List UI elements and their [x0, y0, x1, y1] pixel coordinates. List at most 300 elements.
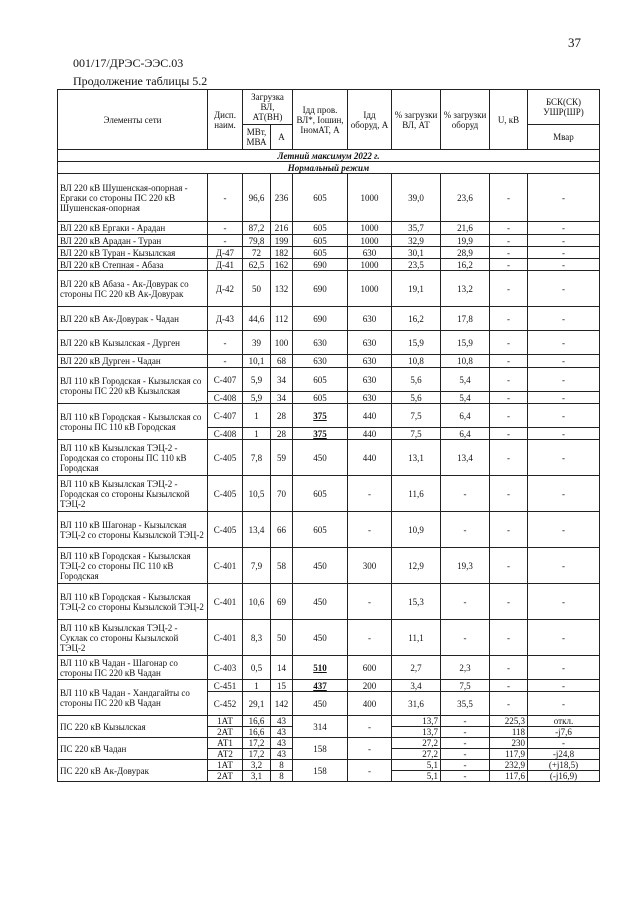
row-idd-obor: -	[348, 584, 392, 620]
row-element: ВЛ 110 кВ Городская - Кызылская ТЭЦ-2 со стороны Кызылской ТЭЦ-2	[58, 584, 208, 620]
row-pct-obor: -	[441, 476, 490, 512]
row-bsk: -	[528, 259, 600, 271]
row-pct-vl: 11,1	[392, 620, 441, 656]
row-bsk: -	[528, 174, 600, 222]
row-disp: Д-47	[208, 247, 243, 259]
table-row	[58, 222, 600, 235]
row-u: 118	[490, 727, 528, 738]
row-idd-obor: 300	[348, 548, 392, 584]
row-idd-obor: 200	[348, 680, 392, 692]
row-disp: -	[208, 222, 243, 235]
row-mw: 16,6	[243, 727, 271, 738]
row-u: -	[490, 620, 528, 656]
network-load-table	[57, 89, 600, 782]
row-u: 230	[490, 738, 528, 749]
row-mw: 79,8	[243, 235, 271, 247]
row-pct-vl: 5,6	[392, 392, 441, 404]
row-idd-prov: 605	[293, 368, 348, 392]
row-disp: С-401	[208, 548, 243, 584]
row-idd-prov: 630	[293, 331, 348, 355]
row-mw: 8,3	[243, 620, 271, 656]
row-pct-obor: -	[441, 771, 490, 782]
row-amps: 50	[271, 620, 293, 656]
row-amps: 28	[271, 428, 293, 440]
row-idd-prov: 375	[293, 428, 348, 440]
row-amps: 43	[271, 749, 293, 760]
row-pct-obor: 19,3	[441, 548, 490, 584]
row-pct-vl: 5,1	[392, 771, 441, 782]
row-pct-obor: -	[441, 620, 490, 656]
band-mode: Нормальный режим	[58, 162, 600, 174]
row-disp: -	[208, 235, 243, 247]
table-row	[58, 404, 600, 428]
row-disp: 2АТ	[208, 727, 243, 738]
row-u: 225,3	[490, 716, 528, 727]
table-row	[58, 271, 600, 307]
table-row	[58, 247, 600, 259]
row-idd-prov: 605	[293, 247, 348, 259]
row-idd-obor: 630	[348, 355, 392, 368]
row-u: 117,6	[490, 771, 528, 782]
row-amps: 69	[271, 584, 293, 620]
row-idd-prov: 314	[293, 716, 348, 738]
row-bsk: откл.	[528, 716, 600, 727]
row-disp: -	[208, 331, 243, 355]
row-pct-obor: 28,9	[441, 247, 490, 259]
row-bsk: -	[528, 331, 600, 355]
header-load: Загрузка ВЛ, АТ(ВН)	[243, 90, 293, 125]
row-element: ВЛ 110 кВ Кызылская ТЭЦ-2 - Городская со стороны ПС 110 кВ Городская	[58, 440, 208, 476]
row-idd-prov: 450	[293, 440, 348, 476]
row-bsk: -	[528, 512, 600, 548]
row-element: ВЛ 220 кВ Шушенская-опорная - Ергаки со стороны ПС 220 кВ Шушенская-опорная	[58, 174, 208, 222]
row-amps: 58	[271, 548, 293, 584]
table-row	[58, 331, 600, 355]
row-mw: 17,2	[243, 749, 271, 760]
table-row	[58, 174, 600, 222]
header-disp: Дисп. наим.	[208, 90, 243, 150]
header-a: А	[271, 125, 293, 150]
row-idd-prov: 690	[293, 259, 348, 271]
row-idd-obor: 1000	[348, 174, 392, 222]
row-u: -	[490, 247, 528, 259]
row-disp: С-407	[208, 404, 243, 428]
table-row	[58, 259, 600, 271]
row-idd-obor: -	[348, 512, 392, 548]
row-bsk: -	[528, 222, 600, 235]
row-pct-vl: 3,4	[392, 680, 441, 692]
substation-name: ПС 220 кВ Чадан	[58, 738, 208, 760]
row-bsk: -	[528, 271, 600, 307]
row-mw: 10,1	[243, 355, 271, 368]
row-amps: 43	[271, 738, 293, 749]
row-u: -	[490, 222, 528, 235]
row-amps: 100	[271, 331, 293, 355]
row-bsk: -j7,6	[528, 727, 600, 738]
row-mw: 44,6	[243, 307, 271, 331]
row-idd-prov: 630	[293, 355, 348, 368]
row-pct-vl: 15,9	[392, 331, 441, 355]
table-row	[58, 620, 600, 656]
header-idd-prov: Iдд пров. ВЛ*, Iошин, IномАТ, А	[293, 90, 348, 150]
row-pct-obor: 35,5	[441, 692, 490, 716]
row-pct-vl: 16,2	[392, 307, 441, 331]
row-idd-obor: 630	[348, 247, 392, 259]
row-amps: 8	[271, 771, 293, 782]
row-mw: 7,8	[243, 440, 271, 476]
row-idd-prov: 605	[293, 235, 348, 247]
band-season: Летний максимум 2022 г.	[58, 150, 600, 162]
row-disp: С-401	[208, 620, 243, 656]
row-u: -	[490, 174, 528, 222]
row-element: ВЛ 220 кВ Абаза - Ак-Довурак со стороны ПС 220 кВ Ак-Довурак	[58, 271, 208, 307]
row-u: -	[490, 368, 528, 392]
row-pct-obor: 21,6	[441, 222, 490, 235]
row-pct-vl: 13,1	[392, 440, 441, 476]
row-amps: 216	[271, 222, 293, 235]
substation-name: ПС 220 кВ Кызылская	[58, 716, 208, 738]
row-disp: С-405	[208, 512, 243, 548]
row-element: ВЛ 110 кВ Чадан - Шагонар со стороны ПС 220 кВ Чадан	[58, 656, 208, 680]
row-mw: 10,6	[243, 584, 271, 620]
row-disp: Д-43	[208, 307, 243, 331]
table-row	[58, 476, 600, 512]
row-idd-prov: 158	[293, 760, 348, 782]
row-mw: 3,1	[243, 771, 271, 782]
row-pct-vl: 32,9	[392, 235, 441, 247]
row-pct-obor: 10,8	[441, 355, 490, 368]
row-idd-obor: 440	[348, 404, 392, 428]
row-element: ВЛ 220 кВ Ак-Довурак - Чадан	[58, 307, 208, 331]
row-pct-vl: 12,9	[392, 548, 441, 584]
row-bsk: -	[528, 428, 600, 440]
table-row	[58, 440, 600, 476]
row-idd-prov: 605	[293, 392, 348, 404]
row-idd-obor: 440	[348, 428, 392, 440]
header-u: U, кВ	[490, 90, 528, 150]
row-pct-vl: 13,7	[392, 727, 441, 738]
header-elements: Элементы сети	[58, 90, 208, 150]
row-bsk: -	[528, 548, 600, 584]
substation-name: ПС 220 кВ Ак-Довурак	[58, 760, 208, 782]
row-amps: 112	[271, 307, 293, 331]
row-u: 232,9	[490, 760, 528, 771]
row-mw: 62,5	[243, 259, 271, 271]
row-idd-prov: 375	[293, 404, 348, 428]
row-u: -	[490, 680, 528, 692]
row-element: ВЛ 110 кВ Кызылская ТЭЦ-2 - Городская со стороны Кызылской ТЭЦ-2	[58, 476, 208, 512]
row-pct-vl: 39,0	[392, 174, 441, 222]
row-mw: 72	[243, 247, 271, 259]
row-bsk: -	[528, 440, 600, 476]
row-pct-obor: 16,2	[441, 259, 490, 271]
row-bsk: -	[528, 392, 600, 404]
table-row	[58, 716, 600, 727]
row-u: 117,9	[490, 749, 528, 760]
row-disp: 2АТ	[208, 771, 243, 782]
row-pct-vl: 31,6	[392, 692, 441, 716]
row-u: -	[490, 404, 528, 428]
row-mw: 13,4	[243, 512, 271, 548]
row-pct-obor: 15,9	[441, 331, 490, 355]
row-mw: 7,9	[243, 548, 271, 584]
row-disp: С-452	[208, 692, 243, 716]
table-row	[58, 235, 600, 247]
row-u: -	[490, 428, 528, 440]
row-bsk: -	[528, 368, 600, 392]
row-idd-obor: 1000	[348, 271, 392, 307]
row-idd-prov: 450	[293, 692, 348, 716]
row-idd-obor: 1000	[348, 235, 392, 247]
row-bsk: -	[528, 620, 600, 656]
row-amps: 8	[271, 760, 293, 771]
table-row	[58, 760, 600, 771]
table-row	[58, 738, 600, 749]
row-u: -	[490, 235, 528, 247]
row-pct-vl: 27,2	[392, 749, 441, 760]
row-mw: 1	[243, 428, 271, 440]
row-idd-prov: 158	[293, 738, 348, 760]
table-row	[58, 584, 600, 620]
row-u: -	[490, 271, 528, 307]
row-idd-prov: 690	[293, 271, 348, 307]
row-amps: 66	[271, 512, 293, 548]
row-amps: 43	[271, 727, 293, 738]
row-amps: 162	[271, 259, 293, 271]
row-amps: 68	[271, 355, 293, 368]
row-mw: 1	[243, 404, 271, 428]
row-mw: 39	[243, 331, 271, 355]
row-bsk: -	[528, 680, 600, 692]
row-element: ВЛ 110 кВ Чадан - Хандагайты со стороны ПС 220 кВ Чадан	[58, 680, 208, 716]
row-disp: -	[208, 174, 243, 222]
row-u: -	[490, 548, 528, 584]
row-element: ВЛ 220 кВ Ергаки - Арадан	[58, 222, 208, 235]
row-amps: 14	[271, 656, 293, 680]
row-disp: АТ2	[208, 749, 243, 760]
row-element: ВЛ 220 кВ Туран - Кызылская	[58, 247, 208, 259]
row-element: ВЛ 220 кВ Дурген - Чадан	[58, 355, 208, 368]
row-idd-prov: 437	[293, 680, 348, 692]
row-element: ВЛ 110 кВ Городская - Кызылская ТЭЦ-2 со стороны ПС 110 кВ Городская	[58, 548, 208, 584]
row-disp: С-407	[208, 368, 243, 392]
row-amps: 59	[271, 440, 293, 476]
row-amps: 34	[271, 392, 293, 404]
row-pct-obor: 5,4	[441, 368, 490, 392]
row-element: ВЛ 110 кВ Шагонар - Кызылская ТЭЦ-2 со стороны Кызылской ТЭЦ-2	[58, 512, 208, 548]
document-id: 001/17/ДРЭС-ЭЭС.03	[73, 56, 184, 70]
row-u: -	[490, 692, 528, 716]
row-u: -	[490, 584, 528, 620]
row-bsk: -	[528, 738, 600, 749]
row-idd-prov: 450	[293, 584, 348, 620]
row-idd-obor: -	[348, 476, 392, 512]
table-row	[58, 512, 600, 548]
row-bsk: -	[528, 692, 600, 716]
row-idd-obor: 440	[348, 440, 392, 476]
row-mw: 5,9	[243, 368, 271, 392]
row-pct-obor: -	[441, 760, 490, 771]
row-pct-obor: 19,9	[441, 235, 490, 247]
row-idd-obor: -	[348, 760, 392, 782]
row-pct-obor: 13,2	[441, 271, 490, 307]
header-mw: МВт, МВА	[243, 125, 271, 150]
row-amps: 70	[271, 476, 293, 512]
row-pct-vl: 5,6	[392, 368, 441, 392]
row-mw: 29,1	[243, 692, 271, 716]
row-bsk: -	[528, 404, 600, 428]
row-disp: -	[208, 355, 243, 368]
row-bsk: -	[528, 235, 600, 247]
row-pct-obor: -	[441, 584, 490, 620]
header-idd-obor: Iдд оборуд, А	[348, 90, 392, 150]
row-mw: 0,5	[243, 656, 271, 680]
row-pct-obor: 6,4	[441, 428, 490, 440]
row-pct-vl: 2,7	[392, 656, 441, 680]
row-bsk: (+j18,5)	[528, 760, 600, 771]
row-idd-prov: 605	[293, 222, 348, 235]
row-bsk: -j24,8	[528, 749, 600, 760]
row-pct-obor: -	[441, 749, 490, 760]
row-pct-obor: 5,4	[441, 392, 490, 404]
row-amps: 199	[271, 235, 293, 247]
row-disp: С-405	[208, 476, 243, 512]
row-pct-vl: 23,5	[392, 259, 441, 271]
table-row	[58, 680, 600, 692]
header-pct-obor: % загрузки оборуд	[441, 90, 490, 150]
row-pct-vl: 15,3	[392, 584, 441, 620]
row-element: ВЛ 220 кВ Кызылская - Дурген	[58, 331, 208, 355]
row-disp: С-408	[208, 428, 243, 440]
row-pct-vl: 13,7	[392, 716, 441, 727]
row-amps: 182	[271, 247, 293, 259]
row-mw: 17,2	[243, 738, 271, 749]
header-pct-vl: % загрузки ВЛ, АТ	[392, 90, 441, 150]
row-mw: 1	[243, 680, 271, 692]
row-bsk: -	[528, 355, 600, 368]
row-u: -	[490, 512, 528, 548]
row-pct-obor: 2,3	[441, 656, 490, 680]
header-bsk: БСК(СК) УШР(ШР)	[528, 90, 600, 125]
row-idd-prov: 605	[293, 476, 348, 512]
row-pct-obor: 13,4	[441, 440, 490, 476]
row-idd-obor: 630	[348, 392, 392, 404]
row-bsk: -	[528, 476, 600, 512]
page-number: 37	[568, 35, 581, 50]
row-amps: 142	[271, 692, 293, 716]
row-idd-obor: 400	[348, 692, 392, 716]
row-mw: 3,2	[243, 760, 271, 771]
row-amps: 132	[271, 271, 293, 307]
row-bsk: (-j16,9)	[528, 771, 600, 782]
row-idd-obor: 630	[348, 368, 392, 392]
table-row	[58, 307, 600, 331]
table-row	[58, 548, 600, 584]
row-disp: С-408	[208, 392, 243, 404]
row-pct-obor: 23,6	[441, 174, 490, 222]
row-pct-vl: 11,6	[392, 476, 441, 512]
row-pct-vl: 35,7	[392, 222, 441, 235]
row-pct-obor: -	[441, 512, 490, 548]
row-idd-obor: -	[348, 716, 392, 738]
row-u: -	[490, 392, 528, 404]
table-row	[58, 656, 600, 680]
row-amps: 15	[271, 680, 293, 692]
row-mw: 50	[243, 271, 271, 307]
table-row	[58, 368, 600, 392]
row-u: -	[490, 307, 528, 331]
row-idd-obor: 600	[348, 656, 392, 680]
row-pct-obor: 17,8	[441, 307, 490, 331]
row-mw: 16,6	[243, 716, 271, 727]
row-pct-vl: 27,2	[392, 738, 441, 749]
row-element: ВЛ 110 кВ Городская - Кызылская со стороны ПС 110 кВ Городская	[58, 404, 208, 440]
row-pct-obor: -	[441, 738, 490, 749]
row-idd-obor: 630	[348, 331, 392, 355]
row-mw: 96,6	[243, 174, 271, 222]
row-disp: Д-42	[208, 271, 243, 307]
row-idd-obor: -	[348, 738, 392, 760]
row-amps: 43	[271, 716, 293, 727]
row-idd-prov: 450	[293, 620, 348, 656]
row-bsk: -	[528, 307, 600, 331]
row-u: -	[490, 476, 528, 512]
row-disp: С-405	[208, 440, 243, 476]
row-mw: 10,5	[243, 476, 271, 512]
row-disp: С-403	[208, 656, 243, 680]
row-mw: 5,9	[243, 392, 271, 404]
row-pct-vl: 7,5	[392, 404, 441, 428]
row-idd-prov: 510	[293, 656, 348, 680]
row-u: -	[490, 331, 528, 355]
row-idd-obor: -	[348, 620, 392, 656]
row-idd-prov: 605	[293, 174, 348, 222]
row-element: ВЛ 220 кВ Степная - Абаза	[58, 259, 208, 271]
row-disp: С-401	[208, 584, 243, 620]
row-element: ВЛ 110 кВ Городская - Кызылская со стороны ПС 220 кВ Кызылская	[58, 368, 208, 404]
row-bsk: -	[528, 656, 600, 680]
row-bsk: -	[528, 584, 600, 620]
row-disp: АТ1	[208, 738, 243, 749]
row-pct-obor: -	[441, 716, 490, 727]
row-pct-obor: 6,4	[441, 404, 490, 428]
header-mvar: Мвар	[528, 125, 600, 150]
row-u: -	[490, 355, 528, 368]
row-element: ВЛ 110 кВ Кызылская ТЭЦ-2 - Суклак со стороны Кызылской ТЭЦ-2	[58, 620, 208, 656]
row-disp: 1АТ	[208, 716, 243, 727]
row-pct-obor: -	[441, 727, 490, 738]
row-u: -	[490, 259, 528, 271]
row-pct-obor: 7,5	[441, 680, 490, 692]
row-idd-prov: 450	[293, 548, 348, 584]
row-pct-vl: 7,5	[392, 428, 441, 440]
row-idd-prov: 690	[293, 307, 348, 331]
row-mw: 87,2	[243, 222, 271, 235]
row-amps: 28	[271, 404, 293, 428]
row-disp: 1АТ	[208, 760, 243, 771]
row-u: -	[490, 656, 528, 680]
table-row	[58, 355, 600, 368]
row-idd-obor: 1000	[348, 222, 392, 235]
row-pct-vl: 30,1	[392, 247, 441, 259]
row-idd-prov: 605	[293, 512, 348, 548]
row-idd-obor: 630	[348, 307, 392, 331]
row-pct-vl: 5,1	[392, 760, 441, 771]
row-element: ВЛ 220 кВ Арадан - Туран	[58, 235, 208, 247]
row-disp: С-451	[208, 680, 243, 692]
row-pct-vl: 19,1	[392, 271, 441, 307]
row-disp: Д-41	[208, 259, 243, 271]
